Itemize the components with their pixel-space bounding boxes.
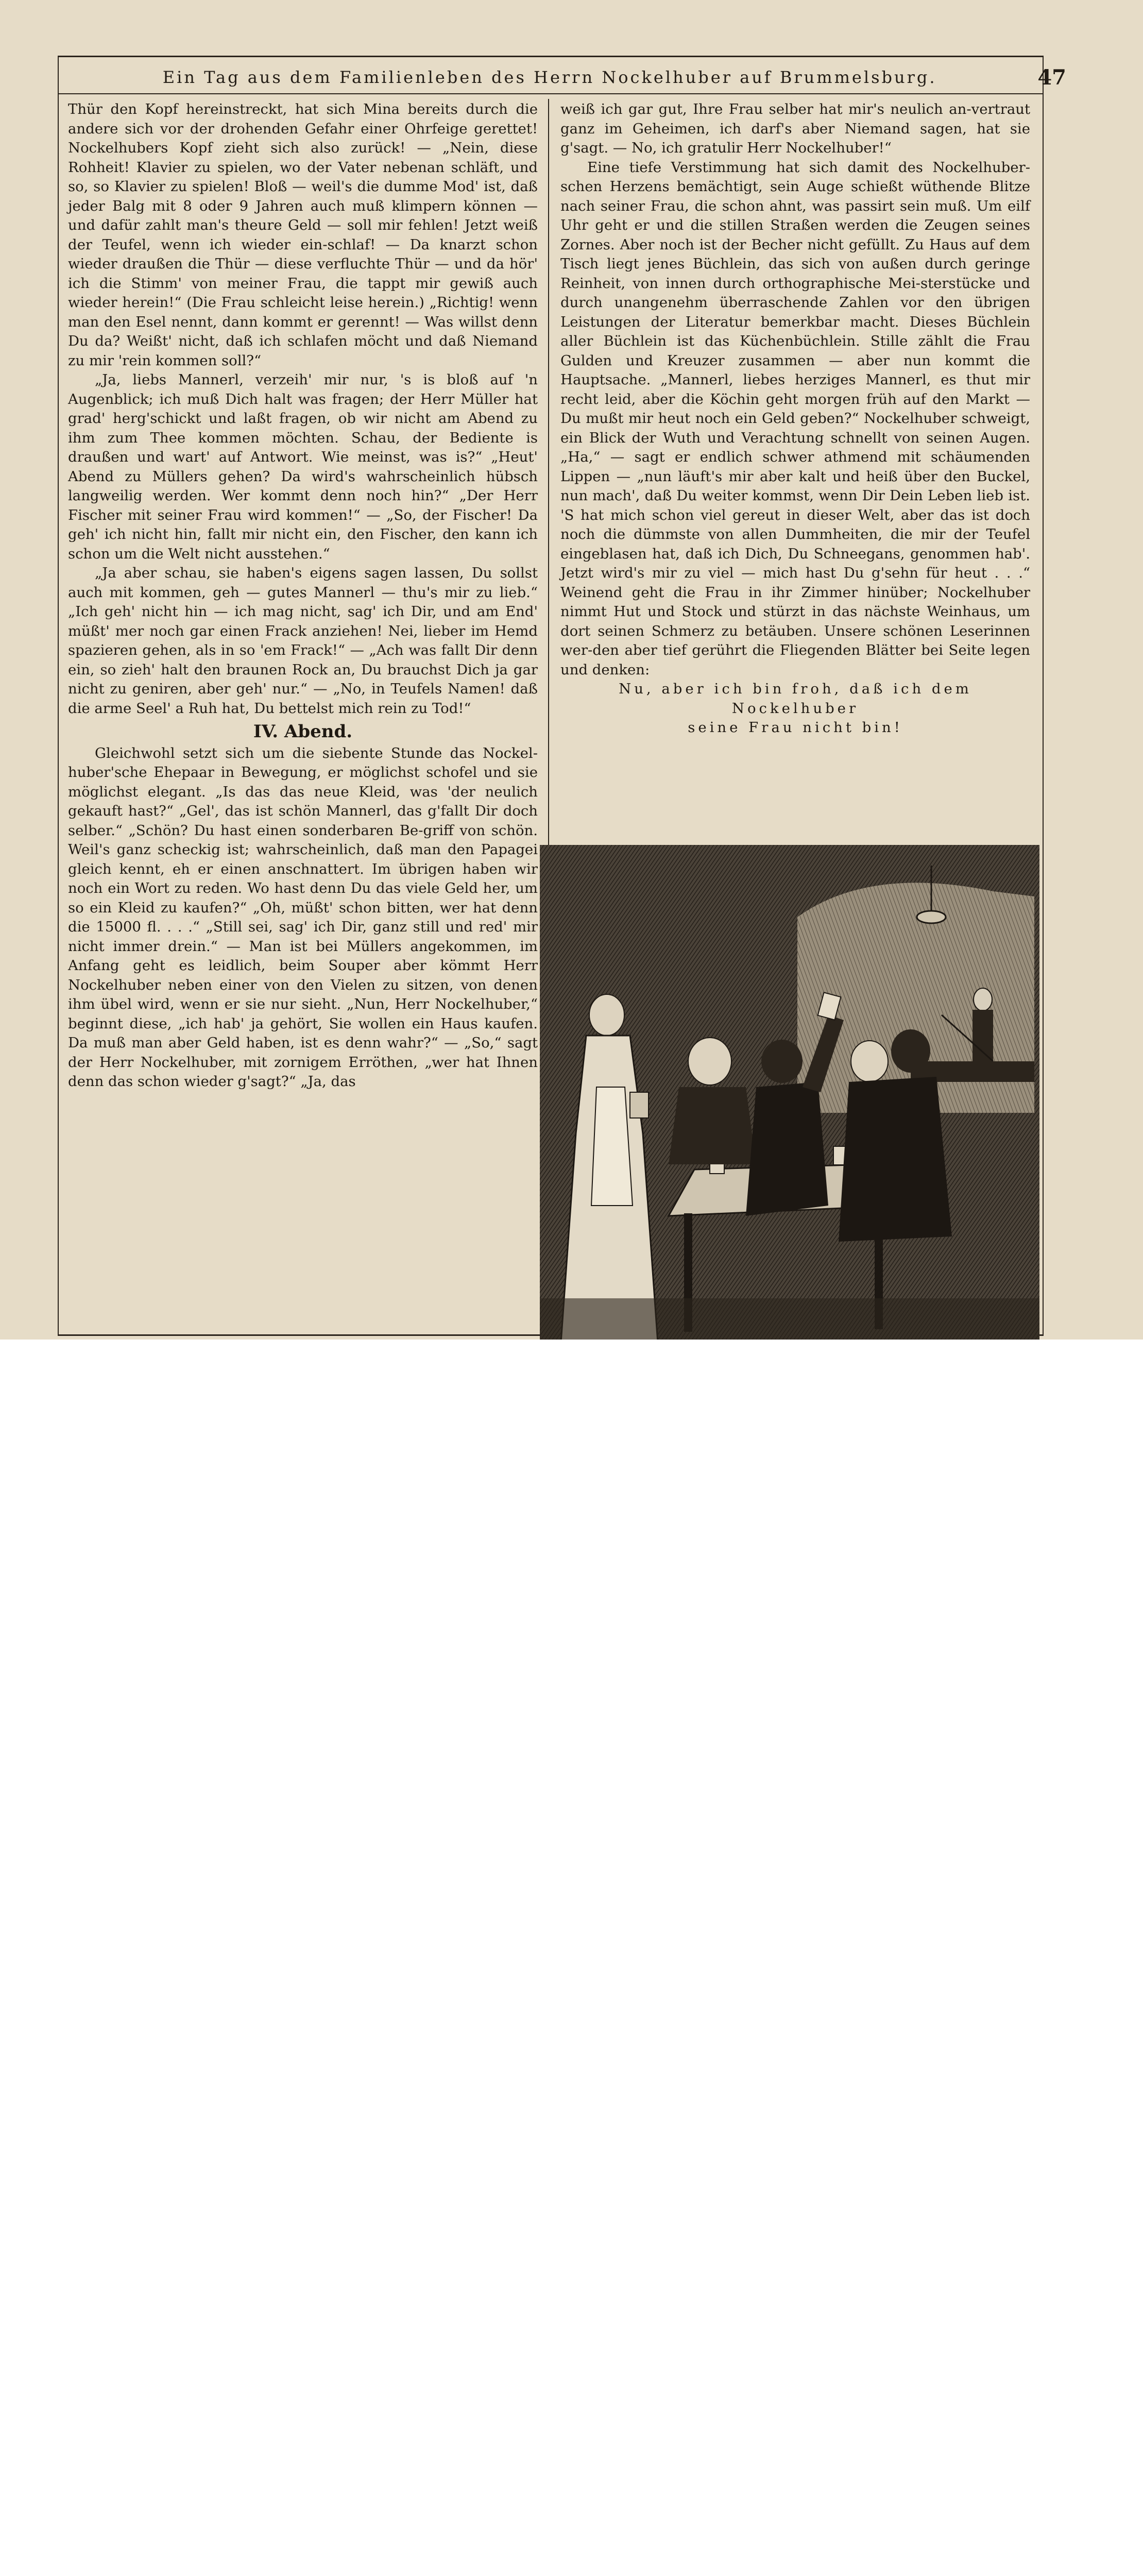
running-title: Ein Tag aus dem Familienleben des Herrn Nockelhuber auf Brummelsburg.	[162, 67, 937, 87]
running-header	[62, 64, 1071, 90]
header-bottom-rule	[58, 93, 1044, 94]
paragraph: Thür den Kopf hereinstreckt, hat sich Mina bereits durch die andere sich vor der drohenden Gefahr einer Ohrfeige gerettet! Nockelhubers Kopf zieht sich also zurück! — „Nein, diese Rohheit! Klavier zu spielen, wo der Vater nebenan schläft, und so, so Klavier zu spielen! Bloß — weil's die dumme Mod' ist, daß jeder Balg mit 8 oder 9 Jahren auch muß klimpern können — und dafür zahlt man's theure Geld — soll mir fehlen! Jetzt weiß der Teufel, wenn ich wieder ein-schlaf! — Da knarzt schon wieder draußen die Thür — diese verfluchte Thür — und da hör' ich die Stimm' von meiner Frau, die tappt mir gewiß auch wieder herein!“ (Die Frau schleicht leise herein.) „Richtig! wenn man den Esel nennt, dann kommt er gerennt! — Was willst denn Du da? Weißt' nicht, daß ich schlafen möcht und daß Niemand zu mir 'rein kommen soll?“	[68, 101, 538, 369]
digitization-footer	[0, 1340, 1143, 1485]
closing-line: seine Frau nicht bin!	[688, 719, 903, 736]
section-heading: IV. Abend.	[253, 721, 353, 742]
paragraph: „Ja, liebs Mannerl, verzeih' mir nur, 's is bloß auf 'n Augenblick; ich muß Dich halt was fragen; der Herr Müller hat grad' herg'schickt und laßt fragen, ob wir nicht am Abend zu ihm zum Thee kommen möchten. Schau, der Bediente is draußen und wart' auf Antwort. Wie meinst, was is?“ „Heut' Abend zu Müllers gehen? Da wird's wahrscheinlich hübsch langweilig werden. Wer kommt denn noch hin?“ „Der Herr Fischer mit seiner Frau wird kommen!“ — „So, der Fischer! Da geh' ich nicht hin, fallt mir nicht ein, den Fischer, den kann ich schon um die Welt nicht ausstehen.“	[68, 371, 538, 562]
page-number: 47	[1037, 65, 1066, 90]
paragraph: weiß ich gar gut, Ihre Frau selber hat mir's neulich an-vertraut ganz im Geheimen, ich darf's aber Niemand sagen, hat sie g'sagt. — No, ich gratulir Herr Nockelhuber!“	[560, 101, 1030, 156]
closing-line: Nu, aber ich bin froh, daß ich dem Nockelhuber	[619, 681, 972, 717]
paragraph: Gleichwohl setzt sich um die siebente Stunde das Nockel-huber'sche Ehepaar in Bewegung, er möglichst schofel und sie möglichst elegant. „Is das das neue Kleid, was 'der neulich gekauft hast?“ „Gel', das ist schön Mannerl, das g'fallt Dir doch selber.“ „Schön? Du hast einen sonderbaren Be-griff von schön. Weil's ganz scheckig ist; wahrscheinlich, daß man den Papagei gleich kennt, eh er einen anschnattert. Im übrigen haben wir noch ein Wort zu reden. Wo hast denn Du das viele Geld her, um so ein Kleid zu kaufen?“ „Oh, müßt' schon bitten, wer hat denn die 15000 fl. . . .“ „Still sei, sag' ich Dir, ganz still und red' mir nicht immer drein.“ — Man ist bei Müllers angekommen, im Anfang geht es leidlich, beim Souper aber kömmt Herr Nockelhuber neben einer von den Vielen zu sitzen, von denen ihm übel wird, wenn er sie nur sieht. „Nun, Herr Nockelhuber,“ beginnt diese, „ich hab' ja gehört, Sie wollen ein Haus kaufen. Da muß man aber Geld haben, ist es denn wahr?“ — „So,“ sagt der Herr Nockelhuber, mit zornigem Erröthen, „wer hat Ihnen denn das schon wieder g'sagt?“ „Ja, das	[68, 744, 538, 1090]
left-column	[68, 100, 538, 1092]
right-column	[560, 100, 1030, 738]
column-divider	[548, 99, 549, 851]
engraving-svg	[540, 845, 1039, 1350]
paragraph: Eine tiefe Verstimmung hat sich damit des Nockelhuber-schen Herzens bemächtigt, sein Auge schießt wüthende Blitze nach seiner Frau, die schon ahnt, was passirt sein muß. Um eilf Uhr geht er und die stillen Straßen werden die Zeugen seines Zornes. Aber noch ist der Becher nicht gefüllt. Zu Haus auf dem Tisch liegt jenes Büchlein, das sich von außen durch geringe Reinheit, von innen durch orthographische Mei-sterstücke und durch unangenehm überraschende Zahlen vor den übrigen Leistungen der Literatur bemerkbar macht. Dieses Büchlein aller Büchlein ist das Küchenbüchlein. Stille zählt die Frau Gulden und Kreuzer zusammen — aber nun kommt die Hauptsache. „Mannerl, liebes herziges Mannerl, es thut mir recht leid, aber die Köchin geht morgen früh auf den Markt — Du mußt mir heut noch ein Geld geben?“ Nockelhuber schweigt, ein Blick der Wuth und Verachtung schnellt von seinen Augen. „Ha,“ — sagt er endlich schwer athmend mit schäumenden Lippen — „nun läuft's mir aber kalt und heiß über den Buckel, nun mach', daß Du weiter kommst, wenn Dir Dein Leben lieb ist. 'S hat mich schon viel gereut in dieser Welt, aber das ist doch noch die dümmste von allen Dummheiten, die mir der Teufel eingeblasen hat, daß ich Dich, Du Schneegans, genommen hab'. Jetzt wird's mir zu viel — mich hast Du g'sehn für heut . . .“ Weinend geht die Frau in ihr Zimmer hinüber; Nockelhuber nimmt Hut und Stock und stürzt in das nächste Weinhaus, um dort seinen Schmerz zu betäuben. Unsere schönen Leserinnen wer-den aber tief gerührt die Fliegenden Blätter bei Seite legen und denken:	[560, 159, 1030, 678]
frame-top-rule	[58, 56, 1044, 57]
paragraph: „Ja aber schau, sie haben's eigens sagen lassen, Du sollst auch mit kommen, geh — gutes Mannerl — thu's mir zu lieb.“ „Ich geh' nicht hin — ich mag nicht, sag' ich Dir, und am End' müßt' mer noch gar einen Frack anziehen! Nei, lieber im Hemd spazieren gehen, als in so 'em Frack!“ — „Ach was fallt Dir denn ein, so zieh' halt den braunen Rock an, Du brauchst Dich ja gar nicht zu geniren, aber geh' nur.“ — „No, in Teufels Namen! daß die arme Seel' a Ruh hat, Du bettelst mich rein zu Tod!“	[68, 565, 538, 717]
frame-left-rule	[58, 56, 59, 1335]
engraving-tavern-scene-icon	[540, 845, 1039, 1350]
frame-right-rule	[1043, 56, 1044, 1335]
